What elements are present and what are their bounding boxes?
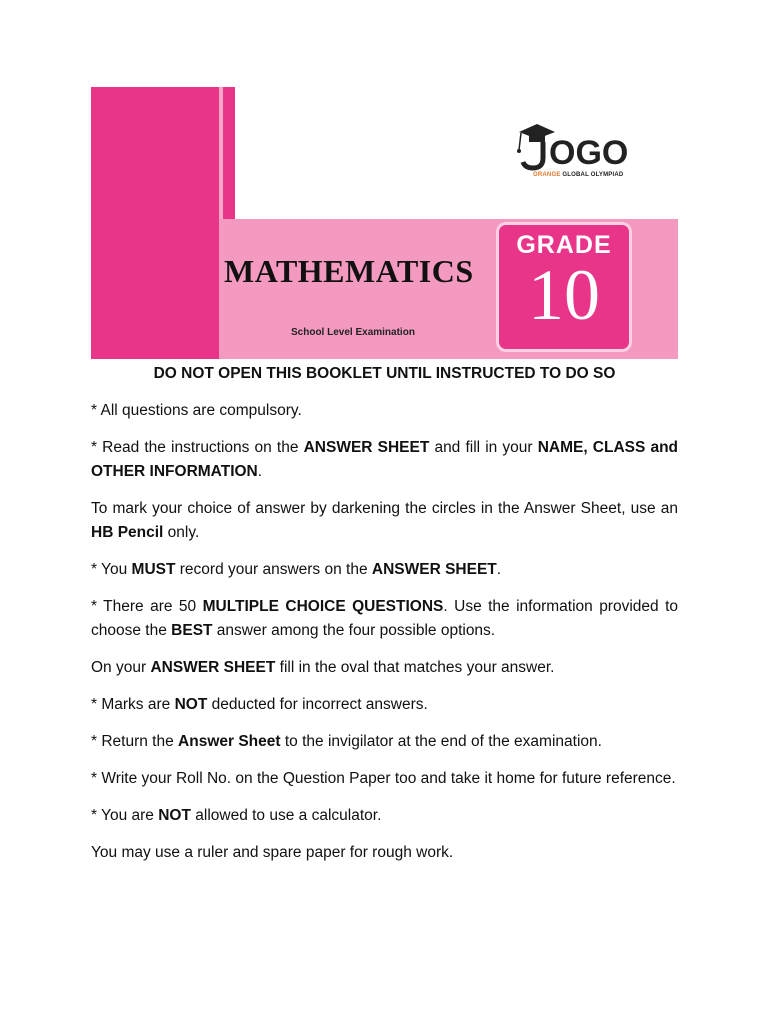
instruction-item <box>91 399 678 423</box>
instruction-text: * You <box>91 561 132 578</box>
header-banner <box>91 87 678 359</box>
instruction-emphasis: Answer Sheet <box>178 733 281 750</box>
instructions-section <box>91 362 678 878</box>
instruction-text: * Marks are <box>91 696 175 713</box>
exam-subtitle: School Level Examination <box>291 327 415 338</box>
instruction-emphasis: BEST <box>171 622 213 639</box>
instruction-item <box>91 841 678 865</box>
grade-label: GRADE <box>516 231 612 259</box>
instruction-text: record your answers on the <box>175 561 372 578</box>
instruction-item <box>91 730 678 754</box>
instruction-item <box>91 693 678 717</box>
instruction-text: * All questions are compulsory. <box>91 402 302 419</box>
grade-number: 10 <box>528 255 600 335</box>
instruction-emphasis: MULTIPLE CHOICE QUESTIONS <box>202 598 444 615</box>
instruction-text: fill in the oval that matches your answer. <box>275 659 555 676</box>
instructions-heading: DO NOT OPEN THIS BOOKLET UNTIL INSTRUCTED TO DO SO <box>153 365 616 382</box>
instruction-text: only. <box>163 524 200 541</box>
instruction-text: . <box>257 463 263 480</box>
instruction-emphasis: NOT <box>174 696 208 713</box>
instruction-text: * There are 50 <box>91 598 203 615</box>
grade-badge <box>496 222 632 352</box>
instruction-emphasis: ANSWER SHEET <box>303 439 430 456</box>
logo-tagline-highlight: ORANGE <box>533 172 561 178</box>
instruction-item <box>91 436 678 484</box>
instruction-emphasis: HB Pencil <box>91 524 164 541</box>
instruction-item <box>91 767 678 791</box>
instruction-item <box>91 656 678 680</box>
ogo-logo <box>511 120 641 184</box>
instruction-text: * You are <box>91 807 159 824</box>
instruction-emphasis: ANSWER SHEET <box>371 561 497 578</box>
instruction-emphasis: ANSWER SHEET <box>150 659 276 676</box>
instruction-item <box>91 558 678 582</box>
instruction-item <box>91 804 678 828</box>
instruction-emphasis: NAME, CLASS and OTHER INFORMATION <box>91 439 678 480</box>
instruction-text: * Return the <box>91 733 179 750</box>
instruction-text: * Read the instructions on the <box>91 439 304 456</box>
instruction-text: You may use a ruler and spare paper for rough work. <box>91 844 454 861</box>
instruction-text: to the invigilator at the end of the examination. <box>280 733 602 750</box>
instruction-text: deducted for incorrect answers. <box>207 696 428 713</box>
instruction-item <box>91 595 678 643</box>
instruction-item <box>91 497 678 545</box>
instruction-text: allowed to use a calculator. <box>190 807 382 824</box>
instructions-list <box>91 399 678 865</box>
instruction-text: On your <box>91 659 151 676</box>
instruction-text: . <box>496 561 502 578</box>
instruction-text: answer among the four possible options. <box>212 622 496 639</box>
logo-tagline <box>533 172 623 178</box>
instruction-emphasis: NOT <box>158 807 191 824</box>
graduation-cap-logo-icon <box>511 120 641 172</box>
instruction-emphasis: MUST <box>131 561 176 578</box>
subject-title: MATHEMATICS <box>224 253 474 289</box>
instruction-text: . Use the information provided to choose the <box>91 598 679 639</box>
instruction-text: and fill in your <box>429 439 538 456</box>
left-pink-bar <box>91 87 219 359</box>
instruction-text: To mark your choice of answer by darkening the circles in the Answer Sheet, use an <box>91 500 678 517</box>
instruction-text: * Write your Roll No. on the Question Paper too and take it home for future reference. <box>91 770 676 787</box>
logo-text: OGO <box>549 134 629 172</box>
logo-tagline-rest: GLOBAL OLYMPIAD <box>560 172 624 178</box>
